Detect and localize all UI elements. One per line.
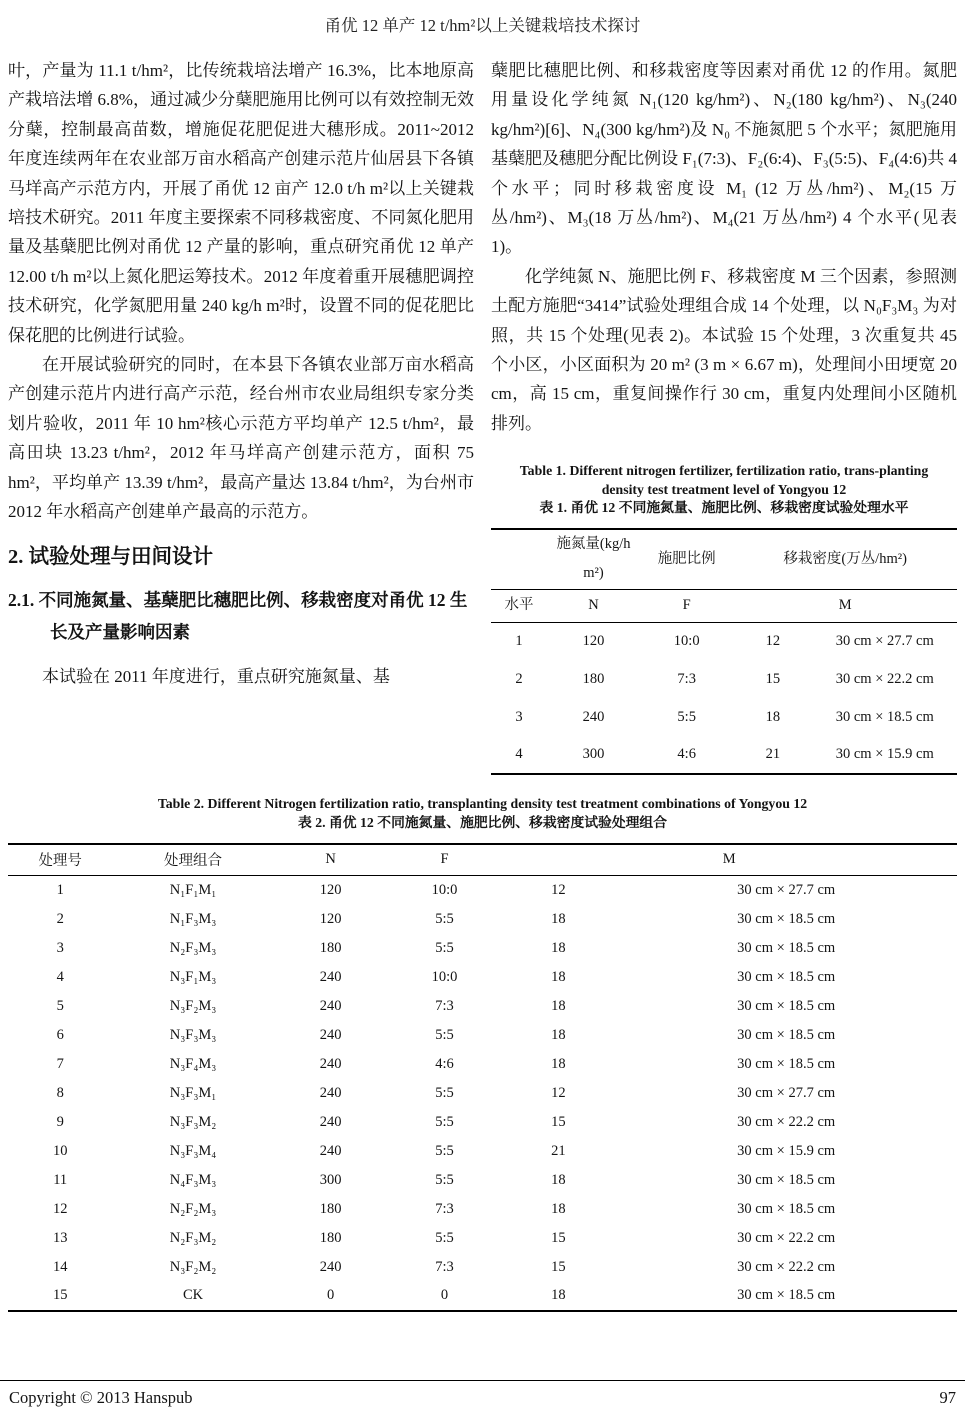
table1-caption [491, 462, 957, 518]
table-cell: 5:5 [435, 1142, 454, 1159]
table-cell: 5:5 [435, 939, 454, 956]
table-cell: 18 [551, 1287, 566, 1304]
table-cell: 18 [551, 968, 566, 985]
table-cell: 21 [551, 1142, 566, 1159]
column-header-m: M [501, 844, 957, 876]
table-row [8, 1224, 957, 1253]
table-cell: 18 [765, 708, 781, 725]
column-header-m: M [733, 589, 957, 622]
table-cell: 5:5 [677, 708, 696, 725]
table-cell: 0 [327, 1287, 335, 1304]
table-cell: 18 [551, 1171, 566, 1188]
table-cell: 120 [582, 632, 605, 649]
table-cell: 30 cm × 22.2 cm [835, 670, 934, 687]
table2-caption [8, 795, 957, 832]
table-cell: 10:0 [431, 968, 458, 985]
table-cell: 4:6 [677, 746, 696, 763]
table-row [8, 1282, 957, 1311]
table-cell: 7:3 [435, 1258, 454, 1275]
table-cell: 14 [52, 1258, 68, 1275]
table-cell: 30 cm × 22.2 cm [737, 1258, 836, 1275]
table-cell: N₃F₃M₃ [169, 1026, 217, 1043]
table-cell: 12 [765, 632, 781, 649]
paragraph: 化学纯氮 N、施肥比例 F、移栽密度 M 三个因素，参照测土配方施肥“3414”试验处理组合成 14 个处理，以 N₀F₃M₃ 为对照，共 15 个处理(见表 2)。本试验 15 个处理，3 次重复共 45 个小区，小区面积为 20 m² (3 m × 6.67 m)，处理间小田埂宽 20 cm，高 15 cm，重复间操作行 30 cm，重复内处理间小区随机排列。 [491, 266, 957, 433]
table-cell: 18 [551, 1055, 566, 1072]
table-cell: 4 [56, 968, 64, 985]
table-cell: 21 [765, 746, 781, 763]
table-cell: N₃F₁M₃ [169, 968, 217, 985]
table-cell: 120 [319, 910, 342, 927]
table-cell: 18 [551, 910, 566, 927]
table-cell: 180 [319, 1229, 342, 1246]
page-number: 97 [939, 1388, 956, 1407]
table-row [491, 660, 957, 698]
table-cell: 30 cm × 18.5 cm [737, 910, 836, 927]
column-header-treatment-combo: 处理组合 [112, 844, 273, 876]
table-row [8, 934, 957, 963]
table-cell: 10 [52, 1142, 68, 1159]
table1 [491, 528, 957, 775]
table-cell: 15 [52, 1287, 68, 1304]
right-column [491, 56, 957, 775]
table-cell: 18 [551, 939, 566, 956]
table-cell: 30 cm × 15.9 cm [835, 746, 934, 763]
table1-caption-chinese: 表 1. 甬优 12 不同施氮量、施肥比例、移栽密度试验处理水平 [539, 500, 909, 516]
column-group-density: 移栽密度(万丛/hm²) [733, 529, 957, 589]
table-cell: 3 [515, 708, 523, 725]
table-cell: 6 [56, 1026, 64, 1043]
table-row [8, 963, 957, 992]
table-row [8, 992, 957, 1021]
two-column-body [8, 56, 957, 775]
table-cell: 30 cm × 18.5 cm [835, 708, 934, 725]
running-head-title: 甬优 12 单产 12 t/hm²以上关键栽培技术探讨 [324, 16, 641, 35]
table-cell: 240 [319, 1055, 342, 1072]
table-cell: 30 cm × 15.9 cm [737, 1142, 836, 1159]
table-row [8, 1253, 957, 1282]
table-cell: 30 cm × 18.5 cm [737, 1026, 836, 1043]
table-cell: 8 [56, 1084, 64, 1101]
table-row [491, 622, 957, 660]
table-cell: CK [182, 1287, 204, 1304]
table-cell: 12 [52, 1200, 68, 1217]
subsection-heading-2-1: 2.1. 不同施氮量、基蘖肥比穗肥比例、移栽密度对甬优 12 生长及产量影响因素 [8, 590, 468, 643]
table-cell: 7:3 [435, 1200, 454, 1217]
table-cell: 30 cm × 22.2 cm [737, 1113, 836, 1130]
table-cell: 240 [319, 1026, 342, 1043]
table-row [8, 1079, 957, 1108]
table-cell: 15 [551, 1113, 566, 1130]
section-heading-2: 2. 试验处理与田间设计 [8, 545, 213, 568]
table-cell: N₁F₃M₃ [169, 910, 217, 927]
table-cell: 5:5 [435, 1113, 454, 1130]
page-footer [0, 1380, 965, 1416]
table-cell: N₂F₃M₂ [169, 1229, 217, 1246]
table-cell: 300 [582, 746, 605, 763]
table-cell: 30 cm × 27.7 cm [835, 632, 934, 649]
table-cell: 240 [319, 1113, 342, 1130]
table-cell: 10:0 [673, 632, 700, 649]
table-cell: 18 [551, 1026, 566, 1043]
table-row [8, 1137, 957, 1166]
paragraph-continued: 蘖肥比穗肥比例、和移栽密度等因素对甬优 12 的作用。氮肥用量设化学纯氮 N₁(120 kg/hm²)、N₂(180 kg/hm²)、N₃(240 kg/hm²)[6]、N₄(300 kg/hm²)及 N₀ 不施氮肥 5 个水平；氮肥施用基蘖肥及穗肥分配比例设 F₁(7:3)、F₂(6:4)、F₃(5:5)、F₄(4:6)共 4 个水平；同时移栽密度设 M₁ (12 万丛/hm²)、M₂(15 万丛/hm²)、M₃(18 万丛/hm²)、M₄(21 万丛/hm²) 4 个水平(见表 1)。 [491, 61, 957, 257]
table-cell: 5:5 [435, 1026, 454, 1043]
column-header-level: 水平 [491, 589, 547, 622]
table-cell: 0 [440, 1287, 449, 1304]
table-row [8, 1108, 957, 1137]
table-cell: N₂F₃M₃ [169, 939, 217, 956]
table-row [491, 736, 957, 774]
table-cell: N₃F₃M₄ [169, 1142, 217, 1159]
table1-group-header-row [491, 529, 957, 589]
table-cell: 2 [515, 670, 523, 687]
paragraph: 在开展试验研究的同时，在本县下各镇农业部万亩水稻高产创建示范片内进行高产示范，经台州市农业局组织专家分类划片验收，2011 年 10 hm²核心示范方平均单产 12.5 t/hm²，最高田块 13.23 t/hm²，2012 年马垟高产创建示范方，面积 75 hm²，平均单产 13.39 t/hm²，最高产量达 13.84 t/hm²，为台州市 2012 年水稻高产创建单产最高的示范方。 [8, 355, 474, 522]
table-cell: 18 [551, 997, 566, 1014]
table-row [8, 1166, 957, 1195]
column-header-n: N [547, 589, 640, 622]
table-row [491, 698, 957, 736]
table-cell: 18 [551, 1200, 566, 1217]
table-cell: 5:5 [435, 1084, 454, 1101]
table-row [8, 876, 957, 905]
table-cell: 2 [56, 910, 64, 927]
table-cell: N₃F₃M₂ [169, 1113, 217, 1130]
table2-caption-chinese: 表 2. 甬优 12 不同施氮量、施肥比例、移栽密度试验处理组合 [297, 814, 668, 830]
empty-cell [491, 529, 547, 589]
table2-caption-english: Table 2. Different Nitrogen fertilization ratio, transplanting density test treatment combinations of Yongyou 12 [157, 796, 808, 812]
table-cell: 5:5 [435, 1229, 454, 1246]
table-cell: 30 cm × 27.7 cm [737, 1084, 836, 1101]
table1-caption-english: Table 1. Different nitrogen fertilizer, fertilization ratio, trans-planting density test treatment level of Yongyou 12 [519, 463, 929, 497]
table-cell: 1 [56, 881, 64, 898]
table-cell: N₄F₃M₃ [169, 1171, 217, 1188]
table-row [8, 1021, 957, 1050]
table-cell: N₃F₃M₁ [169, 1084, 217, 1101]
table-cell: 15 [551, 1229, 566, 1246]
table-cell: 15 [765, 670, 781, 687]
column-header-f: F [640, 589, 733, 622]
table-cell: 240 [319, 968, 342, 985]
table-row [8, 905, 957, 934]
table-cell: 240 [319, 1142, 342, 1159]
table-cell: 300 [319, 1171, 342, 1188]
column-header-treatment-id: 处理号 [8, 844, 112, 876]
table-cell: 240 [319, 1084, 342, 1101]
table-cell: N₃F₂M₂ [169, 1258, 217, 1275]
table-cell: 180 [319, 939, 342, 956]
table-cell: 1 [515, 632, 523, 649]
table2-column-header-row [8, 844, 957, 876]
paragraph: 本试验在 2011 年度进行，重点研究施氮量、基 [42, 667, 390, 687]
table-cell: 30 cm × 18.5 cm [737, 1287, 836, 1304]
table1-body [491, 622, 957, 774]
table-cell: 120 [319, 881, 342, 898]
copyright-text: Copyright © 2013 Hanspub [9, 1388, 193, 1407]
column-header-f: F [388, 844, 502, 876]
table-cell: 10:0 [431, 881, 458, 898]
table-cell: 4 [515, 746, 523, 763]
table-cell: 180 [319, 1200, 342, 1217]
table-cell: 5:5 [435, 910, 454, 927]
table-cell: 7:3 [677, 670, 696, 687]
table-row [8, 1050, 957, 1079]
table-cell: N₃F₄M₃ [169, 1055, 217, 1072]
table-cell: 7 [56, 1055, 64, 1072]
table-cell: 30 cm × 18.5 cm [737, 1200, 836, 1217]
table-cell: 30 cm × 22.2 cm [737, 1229, 836, 1246]
table-cell: 240 [582, 708, 605, 725]
table-cell: 5 [56, 997, 64, 1014]
table2-body [8, 876, 957, 1311]
table-cell: N₁F₁M₁ [169, 881, 217, 898]
table-cell: 180 [582, 670, 605, 687]
table-cell: 30 cm × 18.5 cm [737, 939, 836, 956]
table-cell: 15 [551, 1258, 566, 1275]
table-cell: 240 [319, 1258, 342, 1275]
table1-column-header-row [491, 589, 957, 622]
table-cell: N₂F₂M₃ [169, 1200, 217, 1217]
left-column [8, 56, 474, 775]
table-row [8, 1195, 957, 1224]
table-cell: 30 cm × 27.7 cm [737, 881, 836, 898]
table-cell: 3 [56, 939, 64, 956]
table-cell: 30 cm × 18.5 cm [737, 997, 836, 1014]
table-cell: 5:5 [435, 1171, 454, 1188]
table-cell: 11 [53, 1171, 68, 1188]
paragraph-continued: 叶，产量为 11.1 t/hm²，比传统栽培法增产 16.3%，比本地原高产栽培法增 6.8%，通过减少分蘖肥施用比例可以有效控制无效分蘖，控制最高苗数，增施促花肥促进大穗形成。2011~2012 年度连续两年在农业部万亩水稻高产创建示范片仙居县下各镇马垟高产示范方内，开展了甬优 12 亩产 12.0 t/h m²以上关键栽培技术研究。2011 年度主要探索不同移栽密度、不同氮化肥用量及基蘖肥比例对甬优 12 产量的影响，重点研究甬优 12 单产 12.00 t/h m²以上氮化肥运筹技术。2012 年度着重开展穗肥调控技术研究，化学氮肥用量 240 kg/h m²时，设置不同的促花肥比保花肥的比例进行试验。 [8, 61, 474, 345]
column-group-nitrogen: 施氮量(kg/h m²) [547, 529, 640, 589]
table-cell: 4:6 [435, 1055, 454, 1072]
table-cell: 12 [551, 1084, 566, 1101]
table-cell: 9 [56, 1113, 64, 1130]
table-cell: 30 cm × 18.5 cm [737, 1171, 836, 1188]
table-cell: N₃F₂M₃ [169, 997, 217, 1014]
table-cell: 13 [52, 1229, 68, 1246]
table-cell: 30 cm × 18.5 cm [737, 968, 836, 985]
table-cell: 240 [319, 997, 342, 1014]
column-group-ratio: 施肥比例 [640, 529, 733, 589]
column-header-n: N [274, 844, 388, 876]
table-cell: 7:3 [435, 997, 454, 1014]
table2 [8, 843, 957, 1312]
table-cell: 30 cm × 18.5 cm [737, 1055, 836, 1072]
table-cell: 12 [551, 881, 566, 898]
